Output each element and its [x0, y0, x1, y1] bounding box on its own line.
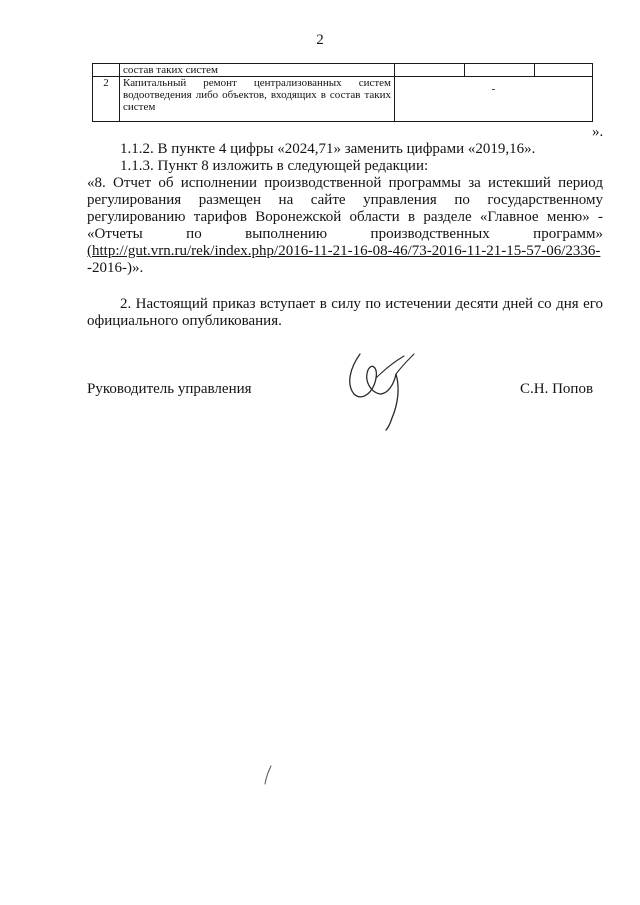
stray-pen-mark — [262, 764, 274, 786]
item-2-paragraph: 2. Настоящий приказ вступает в силу по истечении десяти дней со дня его официального опубликования. — [87, 296, 603, 329]
tariff-table — [92, 63, 593, 122]
item-8-line: «8. Отчет об исполнении производственной программы за истекший период — [87, 175, 603, 191]
report-url-link[interactable]: (http://gut.vrn.ru/rek/index.php/2016-11-21-16-08-46/73-2016-11-21-15-57-06/2336- — [87, 243, 601, 259]
table-cell-name: Капитальный ремонт централизованных систем водоотведения либо объектов, входящих в состав таких систем — [120, 77, 395, 122]
closing-quote: ». — [592, 124, 604, 140]
handwritten-signature — [340, 348, 430, 432]
table-cell-value — [535, 64, 593, 77]
table-row — [93, 77, 593, 122]
table-row — [93, 64, 593, 77]
table-cell-value — [395, 64, 465, 77]
item-8-line: -2016-)». — [87, 260, 144, 276]
item-8-paragraph — [87, 175, 603, 277]
item-8-line: регулированию тарифов Воронежской области в разделе «Главное меню» - — [87, 209, 603, 225]
table-cell-name: состав таких систем — [120, 64, 395, 77]
table-cell-num — [93, 64, 120, 77]
item-8-line: регулирования размещен на сайте управления по государственному — [87, 192, 603, 208]
item-1-1-3: 1.1.3. Пункт 8 изложить в следующей редакции: — [120, 158, 429, 174]
signatory-name: С.Н. Попов — [520, 381, 594, 397]
page-number: 2 — [316, 32, 324, 48]
signatory-position: Руководитель управления — [87, 381, 252, 397]
table-cell-value — [465, 64, 535, 77]
item-8-line: «Отчеты по выполнению производственных программ» — [87, 226, 603, 242]
table-cell-num: 2 — [93, 77, 120, 122]
table-cell-value: - — [395, 77, 593, 122]
item-1-1-2: 1.1.2. В пункте 4 цифры «2024,71» заменить цифрами «2019,16». — [120, 141, 536, 157]
